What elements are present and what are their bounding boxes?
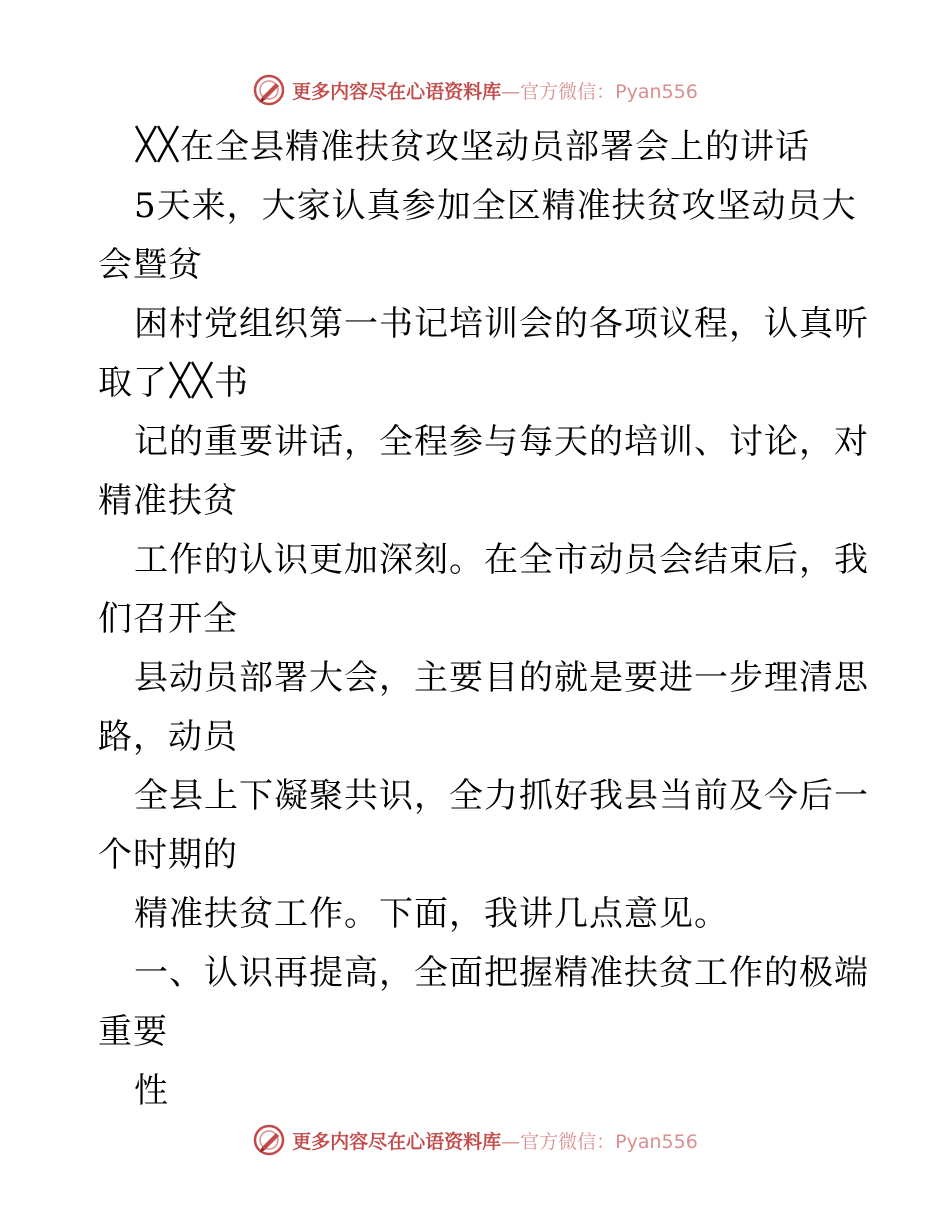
section-heading-line: 性 [134, 1071, 169, 1111]
pen-in-circle-icon [252, 1123, 286, 1157]
pen-in-circle-icon [252, 73, 286, 107]
header-watermark [0, 70, 950, 110]
paragraph-line: 们召开全 [98, 599, 238, 639]
section-heading: 一、认识再提高，全面把握精准扶贫工作的极端 [134, 953, 869, 993]
footer-watermark [0, 1120, 950, 1160]
watermark-text: 更多内容尽在心语资料库—官方微信：Pyan556 [292, 80, 698, 103]
paragraph-line: 路，动员 [98, 717, 238, 757]
watermark-text: 更多内容尽在心语资料库—官方微信：Pyan556 [292, 1130, 698, 1153]
paragraph-line: 困村党组织第一书记培训会的各项议程，认真听 [134, 304, 869, 344]
redacted-name-mark [134, 124, 180, 164]
paragraph-line: 取了 书 [98, 354, 858, 413]
paragraph-line: 精准扶贫工作。下面，我讲几点意见。 [134, 894, 729, 934]
document-title: 在全县精准扶贫攻坚动员部署会上的讲话 [98, 118, 858, 177]
document-body [98, 118, 869, 1121]
paragraph-line: 会暨贫 [98, 245, 203, 285]
section-heading-line: 重要 [98, 1012, 168, 1052]
paragraph-line: 全县上下凝聚共识，全力抓好我县当前及今后一 [134, 776, 869, 816]
paragraph-line: 工作的认识更加深刻。在全市动员会结束后，我 [134, 540, 869, 580]
paragraph-line: 精准扶贫 [98, 481, 238, 521]
paragraph-line: 5天来，大家认真参加全区精准扶贫攻坚动员大 [134, 186, 857, 226]
paragraph-line: 个时期的 [98, 835, 238, 875]
redacted-name-mark [168, 360, 214, 400]
paragraph-line: 记的重要讲话，全程参与每天的培训、讨论，对 [134, 422, 869, 462]
paragraph-line: 县动员部署大会，主要目的就是要进一步理清思 [134, 658, 869, 698]
